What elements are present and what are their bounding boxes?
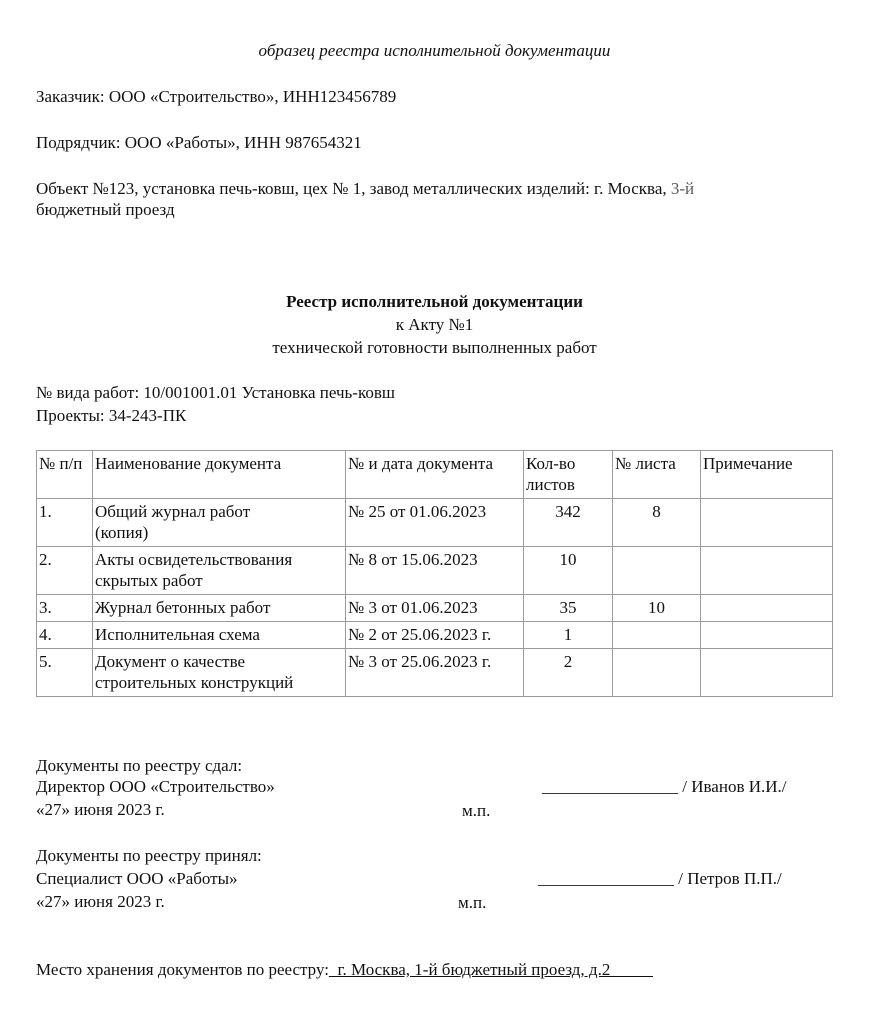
projects-line: Проекты: 34-243-ПК — [36, 406, 187, 425]
header-sheet: № листа — [613, 451, 701, 499]
row-name-l2: строительных конструкций — [95, 673, 294, 692]
work-type-line: № вида работ: 10/001001.01 Установка печь-ковш — [36, 383, 395, 402]
row-idx: 4. — [37, 622, 93, 649]
handover-position: Директор ООО «Строительство» — [36, 777, 275, 796]
register-subtitle-act: к Акту №1 — [395, 315, 474, 334]
storage-label: Место хранения документов по реестру: — [36, 960, 329, 979]
table-row — [37, 622, 833, 649]
row-count: 342 — [524, 499, 613, 547]
row-idx: 1. — [37, 499, 93, 547]
storage-value: _г. Москва, 1-й бюджетный проезд, д.2_____ — [328, 960, 653, 979]
object-line-2: бюджетный проезд — [36, 200, 175, 219]
table-row — [37, 595, 833, 622]
handover-label: Документы по реестру сдал: — [36, 756, 243, 775]
handover-stamp: м.п. — [462, 801, 491, 820]
handover-signature: ________________ / Иванов И.И./ — [542, 777, 787, 796]
row-count: 10 — [524, 547, 613, 595]
row-count: 2 — [524, 649, 613, 697]
row-doc: № 2 от 25.06.2023 г. — [346, 622, 524, 649]
table-row — [37, 649, 833, 697]
row-sheet — [613, 622, 701, 649]
row-note — [701, 595, 833, 622]
header-name: Наименование документа — [93, 451, 346, 499]
row-name: Исполнительная схема — [93, 622, 346, 649]
register-subtitle-readiness: технической готовности выполненных работ — [272, 338, 597, 357]
table-row — [37, 499, 833, 547]
object-line-tail: 3-й — [670, 179, 695, 198]
row-idx: 2. — [37, 547, 93, 595]
table-header-row — [37, 451, 833, 499]
object-line — [36, 179, 694, 199]
row-note — [701, 649, 833, 697]
register-table — [36, 450, 833, 697]
row-note — [701, 499, 833, 547]
row-doc: № 8 от 15.06.2023 — [346, 547, 524, 595]
row-name-l2: (копия) — [95, 523, 149, 542]
row-name: Журнал бетонных работ — [93, 595, 346, 622]
row-count: 1 — [524, 622, 613, 649]
row-name-l1: Акты освидетельствования — [95, 550, 293, 569]
row-sheet — [613, 547, 701, 595]
row-name-l1: Документ о качестве — [95, 652, 246, 671]
row-name — [93, 649, 346, 697]
row-doc: № 3 от 25.06.2023 г. — [346, 649, 524, 697]
header-count — [524, 451, 613, 499]
row-doc: № 3 от 01.06.2023 — [346, 595, 524, 622]
customer-line: Заказчик: ООО «Строительство», ИНН123456789 — [36, 87, 397, 106]
row-name-l2: скрытых работ — [95, 571, 203, 590]
row-idx: 5. — [37, 649, 93, 697]
row-sheet: 10 — [613, 595, 701, 622]
row-sheet — [613, 649, 701, 697]
header-count-l2: листов — [526, 475, 575, 494]
acceptance-date: «27» июня 2023 г. — [36, 892, 165, 911]
row-note — [701, 547, 833, 595]
row-name — [93, 547, 346, 595]
storage-line — [36, 960, 653, 980]
row-idx: 3. — [37, 595, 93, 622]
acceptance-stamp: м.п. — [458, 893, 487, 912]
row-count: 35 — [524, 595, 613, 622]
acceptance-label: Документы по реестру принял: — [36, 846, 262, 865]
table-row — [37, 547, 833, 595]
row-note — [701, 622, 833, 649]
object-line-main: Объект №123, установка печь-ковш, цех № 1, завод металлических изделий: г. Москва, — [36, 179, 671, 198]
sample-title: образец реестра исполнительной документации — [258, 41, 611, 60]
row-name — [93, 499, 346, 547]
register-title: Реестр исполнительной документации — [286, 292, 583, 311]
acceptance-signature: ________________ / Петров П.П./ — [538, 869, 782, 888]
header-idx: № п/п — [37, 451, 93, 499]
contractor-line: Подрядчик: ООО «Работы», ИНН 987654321 — [36, 133, 362, 152]
header-note: Примечание — [701, 451, 833, 499]
header-doc: № и дата документа — [346, 451, 524, 499]
handover-date: «27» июня 2023 г. — [36, 800, 165, 819]
acceptance-position: Специалист ООО «Работы» — [36, 869, 238, 888]
header-count-l1: Кол-во — [526, 454, 576, 473]
row-sheet: 8 — [613, 499, 701, 547]
row-doc: № 25 от 01.06.2023 — [346, 499, 524, 547]
row-name-l1: Общий журнал работ — [95, 502, 251, 521]
